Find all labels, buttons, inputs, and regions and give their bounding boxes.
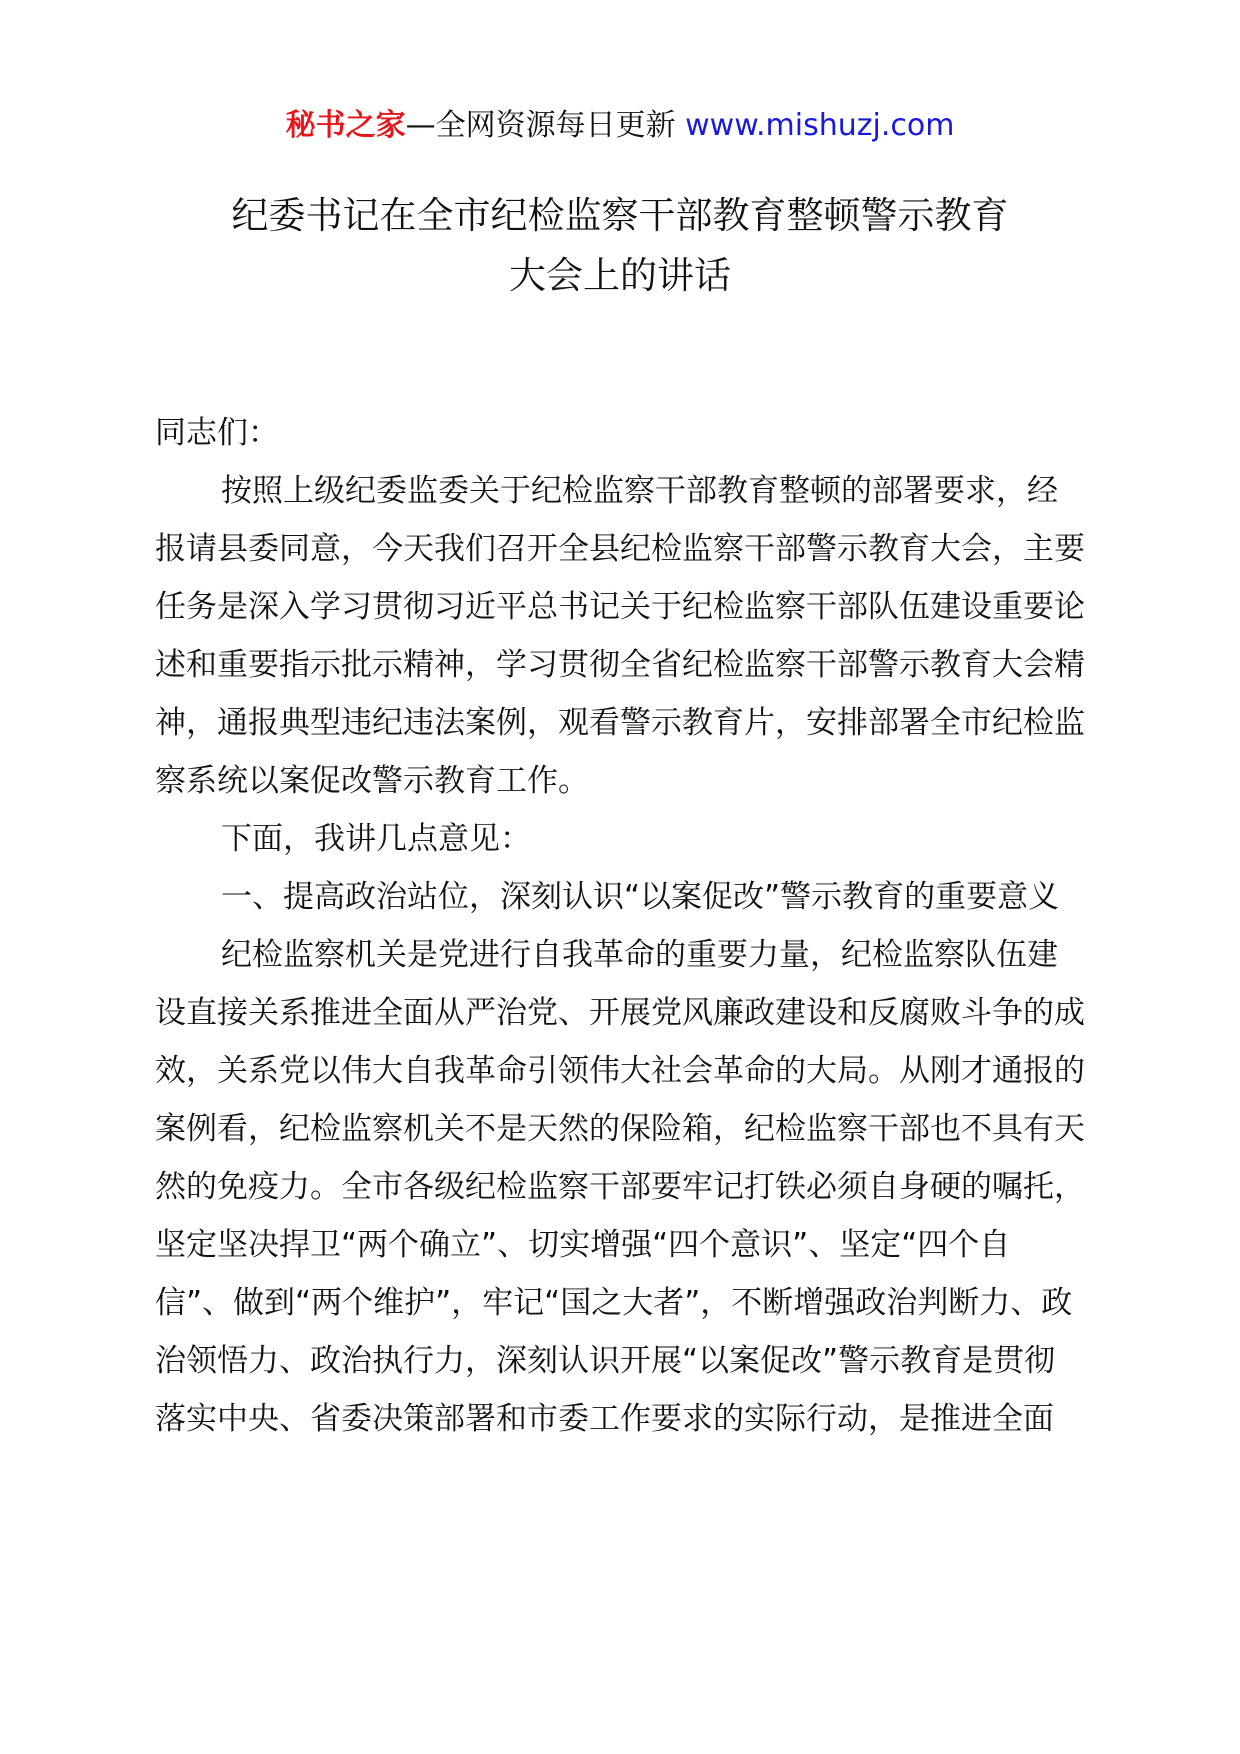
title-line-2: 大会上的讲话 (509, 254, 731, 297)
brand-slogan: —全网资源每日更新 (405, 108, 676, 143)
salutation: 同志们： (155, 415, 279, 451)
paragraph-section-1: 纪检监察机关是党进行自我革命的重要力量，纪检监察队伍建设直接关系推进全面从严治党、开展党风廉政建设和反腐败斗争的成效，关系党以伟大自我革命引领伟大社会革命的大局。从刚才通报的案例看，纪检监察机关不是天然的保险箱，纪检监察干部也不具有天然的免疫力。全市各级纪检监察干部要牢记打铁必须自身硬的嘱托，坚定坚决捍卫“两个确立”、切实增强“四个意识”、坚定“四个自信”、做到“两个维护”，牢记“国之大者”，不断增强政治判断力、政治领悟力、政治执行力，深刻认识开展“以案促改”警示教育是贯彻落实中央、省委决策部署和市委工作要求的实际行动，是推进全面 (155, 937, 1085, 1437)
title-line-1: 纪委书记在全市纪检监察干部教育整顿警示教育 (231, 194, 1009, 237)
paragraph-transition: 下面，我讲几点意见： (221, 821, 531, 857)
document-body (155, 404, 1085, 1448)
page-header (0, 104, 1240, 148)
document-title (140, 186, 1100, 306)
website-link[interactable]: www.mishuzj.com (685, 108, 955, 143)
brand-name: 秘书之家 (285, 108, 406, 143)
paragraph-intro: 按照上级纪委监委关于纪检监察干部教育整顿的部署要求，经报请县委同意，今天我们召开全县纪检监察干部警示教育大会，主要任务是深入学习贯彻习近平总书记关于纪检监察干部队伍建设重要论述和重要指示批示精神，学习贯彻全省纪检监察干部警示教育大会精神，通报典型违纪违法案例，观看警示教育片，安排部署全市纪检监察系统以案促改警示教育工作。 (155, 473, 1085, 799)
section-heading-1: 一、提高政治站位，深刻认识“以案促改”警示教育的重要意义 (221, 879, 1060, 915)
